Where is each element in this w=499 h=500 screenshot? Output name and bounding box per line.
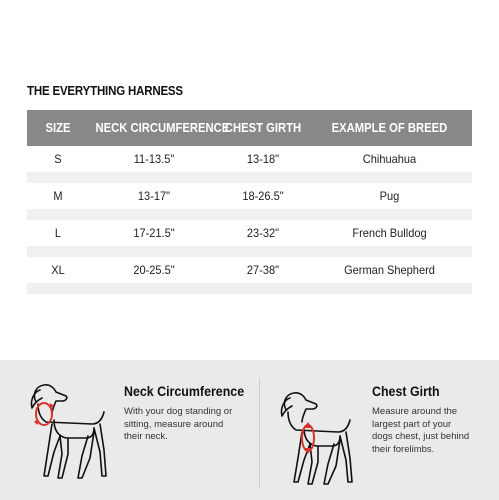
cell-breed: Chihuahua	[362, 152, 417, 166]
header-size: SIZE	[45, 121, 71, 135]
cell-size: XL	[51, 263, 65, 277]
cell-neck: 20-25.5"	[133, 263, 175, 277]
row-divider	[27, 209, 472, 220]
cell-neck: 13-17"	[137, 189, 171, 203]
section-divider	[259, 378, 260, 488]
dog-neck-measure-icon	[22, 380, 110, 485]
cell-breed: Pug	[379, 189, 400, 203]
chest-girth-title: Chest Girth	[372, 384, 440, 399]
cell-breed: German Shepherd	[344, 263, 435, 277]
table-header	[27, 110, 472, 146]
header-chest-girth: CHEST GIRTH	[224, 121, 302, 135]
cell-size: L	[54, 226, 62, 240]
neck-circumference-description: With your dog standing or sitting, measure around their neck.	[124, 406, 233, 442]
row-divider	[27, 172, 472, 183]
size-table	[27, 110, 472, 294]
chest-girth-description: Measure around the largest part of your dogs chest, just behind their forelimbs.	[372, 406, 470, 455]
cell-chest: 27-38"	[246, 263, 280, 277]
table-row	[27, 183, 472, 209]
cell-chest: 13-18"	[246, 152, 280, 166]
cell-size: M	[53, 189, 63, 203]
cell-chest: 18-26.5"	[242, 189, 284, 203]
cell-size: S	[54, 152, 62, 166]
header-neck-circumference: NECK CIRCUMFERENCE	[95, 121, 230, 135]
cell-neck: 17-21.5"	[133, 226, 175, 240]
cell-neck: 11-13.5"	[133, 152, 175, 166]
neck-circumference-title: Neck Circumference	[124, 384, 245, 399]
table-row	[27, 220, 472, 246]
measurement-guide-panel	[0, 360, 499, 500]
cell-breed: French Bulldog	[352, 226, 427, 240]
header-example-breed: EXAMPLE OF BREED	[331, 121, 448, 135]
table-row	[27, 146, 472, 172]
page-title: THE EVERYTHING HARNESS	[27, 84, 183, 98]
cell-chest: 23-32"	[246, 226, 280, 240]
row-divider	[27, 246, 472, 257]
dog-chest-measure-icon	[276, 388, 354, 488]
table-row	[27, 257, 472, 283]
row-divider	[27, 283, 472, 294]
